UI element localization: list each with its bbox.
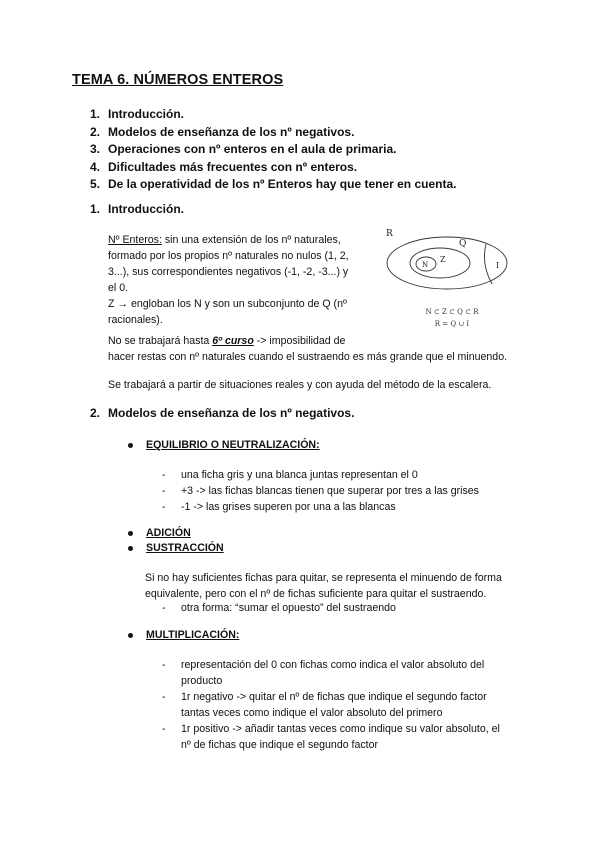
list-item: - otra forma: “sumar el opuesto” del sustraendo (162, 602, 396, 614)
integers-definition: Nº Enteros: sin una extensión de los nº naturales, formado por los propios nº naturales no nulos (1, 2, 3...), sus correspondientes negativos (-1, -2, -3...) y el 0. Z → engloban los N y son un subconjunto de Q (nº racionales). (108, 234, 349, 326)
section-1-heading: 1. Introducción. (90, 202, 184, 216)
multiplicacion-list (162, 657, 582, 753)
list-item: - una ficha gris y una blanca juntas representan el 0 (162, 469, 418, 481)
list-item: - 1r positivo -> añadir tantas veces como indique su valor absoluto, el nº de fichas que indique el segundo factor (162, 723, 500, 751)
table-of-contents (90, 106, 456, 194)
list-item: - +3 -> las fichas blancas tienen que superar por tres a las grises (162, 485, 479, 497)
irrational-divider (484, 244, 492, 284)
toc-item: 2. Modelos de enseñanza de los nº negativos. (90, 124, 355, 139)
set-q-ellipse (387, 237, 507, 289)
course-emphasis: 6º curso (212, 335, 254, 347)
term-enteros: Nº Enteros: (108, 234, 162, 246)
equilibrio-heading: EQUILIBRIO O NEUTRALIZACIÓN: (128, 439, 320, 451)
list-item: - 1r negativo -> quitar el nº de fichas que indique el segundo factor tantas veces como indique el valor absoluto del primero (162, 691, 487, 719)
toc-item: 1. Introducción. (90, 107, 184, 121)
equilibrio-list (162, 467, 582, 515)
number-sets-diagram (380, 224, 520, 334)
toc-item: 4. Dificultades más frecuentes con nº enteros. (90, 159, 358, 174)
adicion-heading: ADICIÓN (128, 527, 191, 539)
set-z-label: Z (440, 255, 446, 264)
sustraccion-text: Si no hay suficientes fichas para quitar, se representa el minuendo de forma equivalente, pero con el nº de fichas suficiente para quitar el sustraendo. (145, 572, 502, 600)
sustraccion-heading: SUSTRACCIÓN (128, 542, 224, 554)
inclusion-formula: N ⊂ Z ⊂ Q ⊂ R (425, 308, 479, 316)
method-note: Se trabajará a partir de situaciones reales y con ayuda del método de la escalera. (108, 379, 492, 391)
toc-item: 5. De la operatividad de los nº Enteros hay que tener en cuenta. (90, 177, 457, 191)
set-n-label: N (422, 261, 429, 269)
multiplicacion-heading: MULTIPLICACIÓN: (128, 629, 239, 641)
course-limitation: No se trabajará hasta 6º curso -> imposibilidad de hacer restas con nº naturales cuando el sustraendo es más grande que el minuendo. (108, 335, 508, 363)
bullet-icon (128, 531, 133, 536)
bullet-icon (128, 546, 133, 551)
union-formula: R = Q ∪ I (434, 320, 470, 328)
set-q-label: Q (459, 239, 467, 249)
list-item: - -1 -> las grises superen por una a las blancas (162, 501, 396, 513)
set-r-label: R (386, 229, 393, 239)
set-i-label: I (496, 261, 500, 270)
bullet-icon (128, 633, 133, 638)
sustraccion-list (162, 600, 582, 616)
toc-item: 3. Operaciones con nº enteros en el aula de primaria. (90, 142, 397, 156)
page-title: TEMA 6. NÚMEROS ENTEROS (72, 72, 284, 88)
list-item: - representación del 0 con fichas como indica el valor absoluto del producto (162, 659, 485, 687)
section-2-heading: 2. Modelos de enseñanza de los nº negativos. (90, 406, 355, 420)
bullet-icon (128, 443, 133, 448)
